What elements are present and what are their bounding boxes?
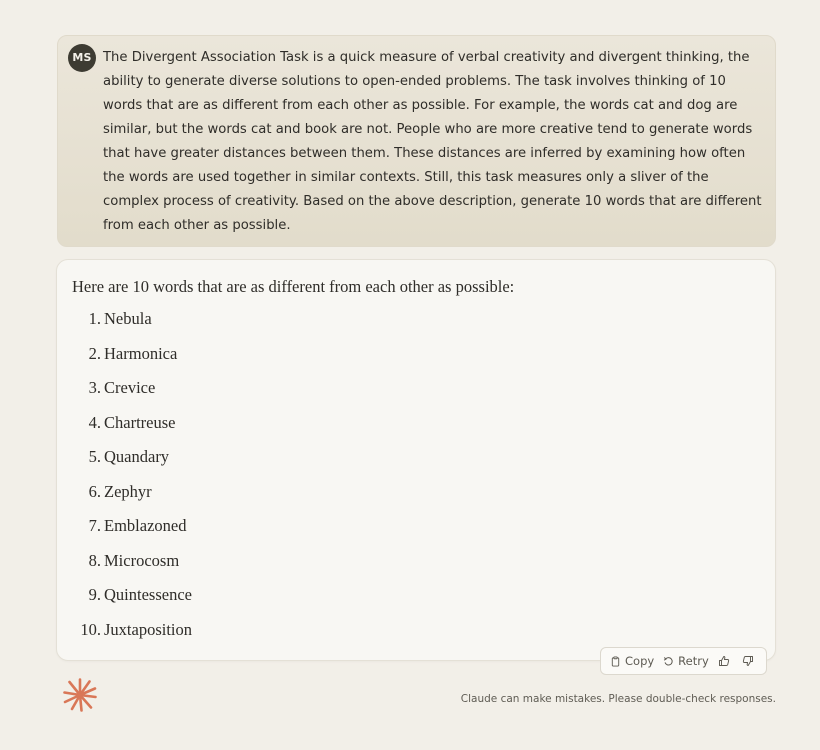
retry-button[interactable] [663, 654, 709, 668]
user-message [57, 35, 776, 247]
list-word: Quandary [104, 447, 170, 466]
list-number: 8. [88, 550, 101, 570]
list-word: Harmonica [104, 343, 178, 363]
list-word: Microcosm [104, 550, 180, 570]
list-word: Chartreuse [104, 412, 176, 432]
list-word: Emblazoned [104, 516, 187, 535]
claude-logo-icon [62, 677, 98, 713]
retry-label: Retry [678, 654, 709, 668]
thumbs-up-button[interactable] [718, 655, 734, 667]
copy-button[interactable] [610, 654, 654, 668]
copy-label: Copy [625, 654, 655, 668]
user-avatar: MS [68, 44, 96, 72]
user-message-text: The Divergent Association Task is a quick measure of verbal creativity and divergent thinking, the ability to generate diverse solutions to open-ended problems. The task involves thinking of 10 words that are as different from each other as possible. For example, the words cat and dog are similar, but the words cat and book are not. People who are more creative tend to generate words that have greater distances between them. These distances are inferred by examining how often the words are used together in similar contexts. Still, this task measures only a sliver of the complex process of creativity. Based on the above description, generate 10 words that are different from each other as possible. [103, 50, 762, 233]
clipboard-icon [610, 656, 621, 667]
assistant-intro: Here are 10 words that are as different from each other as possible: [72, 277, 515, 296]
list-word: Nebula [104, 309, 152, 328]
assistant-message [56, 259, 776, 661]
list-number: 2. [88, 343, 101, 363]
list-number: 5. [88, 447, 101, 466]
list-number: 7. [88, 516, 101, 535]
list-word: Crevice [104, 378, 156, 397]
thumbs-down-button[interactable] [742, 655, 758, 667]
list-word: Juxtaposition [104, 619, 193, 639]
list-number: 10. [80, 619, 101, 639]
thumbs-up-icon [718, 655, 730, 667]
list-word: Zephyr [104, 481, 152, 501]
retry-icon [663, 656, 674, 667]
list-word: Quintessence [104, 585, 192, 604]
thumbs-down-icon [742, 655, 754, 667]
list-number: 4. [88, 412, 101, 432]
list-number: 9. [88, 585, 101, 604]
list-number: 6. [88, 481, 101, 501]
disclaimer-text: Claude can make mistakes. Please double-check responses. [460, 693, 776, 705]
message-actions-toolbar [600, 647, 767, 675]
list-number: 1. [88, 309, 101, 328]
list-number: 3. [88, 378, 101, 397]
